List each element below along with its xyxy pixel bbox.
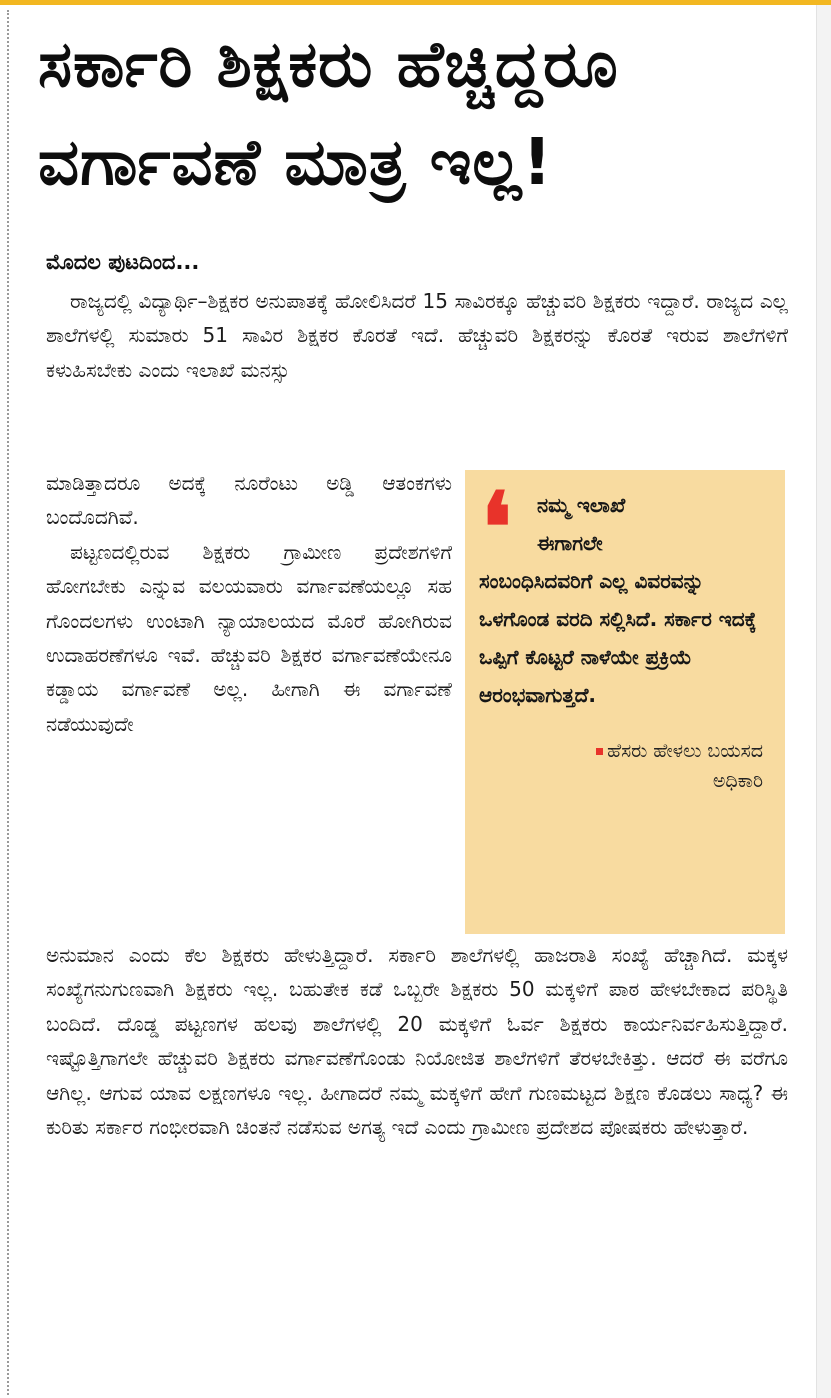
headline-line-2: ವರ್ಗಾವಣೆ ಮಾತ್ರ ಇಲ್ಲ! [38, 126, 553, 200]
pull-quote-box [465, 470, 785, 934]
pull-quote-line-2: ಈಗಾಗಲೇ [537, 531, 603, 555]
bullet-icon [596, 748, 603, 755]
headline [38, 16, 808, 212]
quote-mark-icon: ❛ [481, 471, 512, 584]
continued-from-label: ಮೊದಲ ಪುಟದಿಂದ... [46, 250, 200, 274]
attribution-line-1: ಹೆಸರು ಹೇಳಲು ಬಯಸದ [607, 740, 763, 762]
clipping-dotted-border [7, 10, 9, 1395]
pull-quote-attribution [479, 736, 769, 796]
attribution-line-2: ಅಧಿಕಾರಿ [712, 770, 763, 792]
article-paragraph-2-continued: ಅನುಮಾನ ಎಂದು ಕೆಲ ಶಿಕ್ಷಕರು ಹೇಳುತ್ತಿದ್ದಾರೆ. ಸರ್ಕಾರಿ ಶಾಲೆಗಳಲ್ಲಿ ಹಾಜರಾತಿ ಸಂಖ್ಯೆ ಹೆಚ್ಚಾಗಿದೆ. ಮಕ್ಕಳ ಸಂಖ್ಯೆಗನುಗುಣವಾಗಿ ಶಿಕ್ಷಕರು ಇಲ್ಲ. ಬಹುತೇಕ ಕಡೆ ಒಬ್ಬರೇ ಶಿಕ್ಷಕರು 50 ಮಕ್ಕಳಿಗೆ ಪಾಠ ಹೇಳಬೇಕಾದ ಪರಿಸ್ಥಿತಿ ಬಂದಿದೆ. ದೊಡ್ಡ ಪಟ್ಟಣಗಳ ಹಲವು ಶಾಲೆಗಳಲ್ಲಿ 20 ಮಕ್ಕಳಿಗೆ ಓರ್ವ ಶಿಕ್ಷಕರು ಕಾರ್ಯನಿರ್ವಹಿಸುತ್ತಿದ್ದಾರೆ. ಇಷ್ಟೊತ್ತಿಗಾಗಲೇ ಹೆಚ್ಚುವರಿ ಶಿಕ್ಷಕರು ವರ್ಗಾವಣೆಗೊಂಡು ನಿಯೋಜಿತ ಶಾಲೆಗಳಿಗೆ ತೆರಳಬೇಕಿತ್ತು. ಆದರೆ ಈ ವರೆಗೂ ಆಗಿಲ್ಲ. ಆಗುವ ಯಾವ ಲಕ್ಷಣಗಳೂ ಇಲ್ಲ. ಹೀಗಾದರೆ ನಮ್ಮ ಮಕ್ಕಳಿಗೆ ಹೇಗೆ ಗುಣಮಟ್ಟದ ಶಿಕ್ಷಣ ಕೊಡಲು ಸಾಧ್ಯ? ಈ ಕುರಿತು ಸರ್ಕಾರ ಗಂಭೀರವಾಗಿ ಚಿಂತನೆ ನಡೆಸುವ ಅಗತ್ಯ ಇದೆ ಎಂದು ಗ್ರಾಮೀಣ ಪ್ರದೇಶದ ಪೋಷಕರು ಹೇಳುತ್ತಾರೆ. [46, 943, 788, 1140]
top-color-rule [0, 0, 831, 5]
pull-quote-body: ಸಂಬಂಧಿಸಿದವರಿಗೆ ಎಲ್ಲ ವಿವರವನ್ನು ಒಳಗೊಂಡ ವರದಿ ಸಲ್ಲಿಸಿದೆ. ಸರ್ಕಾರ ಇದಕ್ಕೆ ಒಪ್ಪಿಗೆ ಕೊಟ್ಟರೆ ನಾಳೆಯೇ ಪ್ರಕ್ರಿಯೆ ಆರಂಭವಾಗುತ್ತದೆ. [479, 569, 757, 707]
article-paragraph-1: ರಾಜ್ಯದಲ್ಲಿ ವಿದ್ಯಾರ್ಥಿ–ಶಿಕ್ಷಕರ ಅನುಪಾತಕ್ಕೆ ಹೋಲಿಸಿದರೆ 15 ಸಾವಿರಕ್ಕೂ ಹೆಚ್ಚುವರಿ ಶಿಕ್ಷಕರು ಇದ್ದಾರೆ. ರಾಜ್ಯದ ಎಲ್ಲ ಶಾಲೆಗಳಲ್ಲಿ ಸುಮಾರು 51 ಸಾವಿರ ಶಿಕ್ಷಕರ ಕೊರತೆ ಇದೆ. ಹೆಚ್ಚುವರಿ ಶಿಕ್ಷಕರನ್ನು ಕೊರತೆ ಇರುವ ಶಾಲೆಗಳಿಗೆ ಕಳುಹಿಸಬೇಕು ಎಂದು ಇಲಾಖೆ ಮನಸ್ಸು [46, 289, 788, 382]
page-edge [816, 5, 831, 1398]
article-left-column [46, 466, 452, 741]
article-paragraph-1-continued: ಮಾಡಿತ್ತಾದರೂ ಅದಕ್ಕೆ ನೂರೆಂಟು ಅಡ್ಡಿ ಆತಂಕಗಳು ಬಂದೊದಗಿವೆ. [46, 471, 452, 530]
headline-line-1: ಸರ್ಕಾರಿ ಶಿಕ್ಷಕರು ಹೆಚ್ಚಿದ್ದರೂ [38, 28, 619, 102]
article-paragraph-2: ಪಟ್ಟಣದಲ್ಲಿರುವ ಶಿಕ್ಷಕರು ಗ್ರಾಮೀಣ ಪ್ರದೇಶಗಳಿಗೆ ಹೋಗಬೇಕು ಎನ್ನುವ ವಲಯವಾರು ವರ್ಗಾವಣೆಯಲ್ಲೂ ಸಹ ಗೊಂದಲಗಳು ಉಂಟಾಗಿ ನ್ಯಾಯಾಲಯದ ಮೊರೆ ಹೋಗಿರುವ ಉದಾಹರಣೆಗಳೂ ಇವೆ. ಹೆಚ್ಚುವರಿ ಶಿಕ್ಷಕರ ವರ್ಗಾವಣೆಯೇನೂ ಕಡ್ಡಾಯ ವರ್ಗಾವಣೆ ಅಲ್ಲ. ಹೀಗಾಗಿ ಈ ವರ್ಗಾವಣೆ ನಡೆಯುವುದೇ [46, 539, 452, 736]
pull-quote-line-1: ನಮ್ಮ ಇಲಾಖೆ [537, 493, 626, 517]
pull-quote-text [479, 484, 769, 714]
